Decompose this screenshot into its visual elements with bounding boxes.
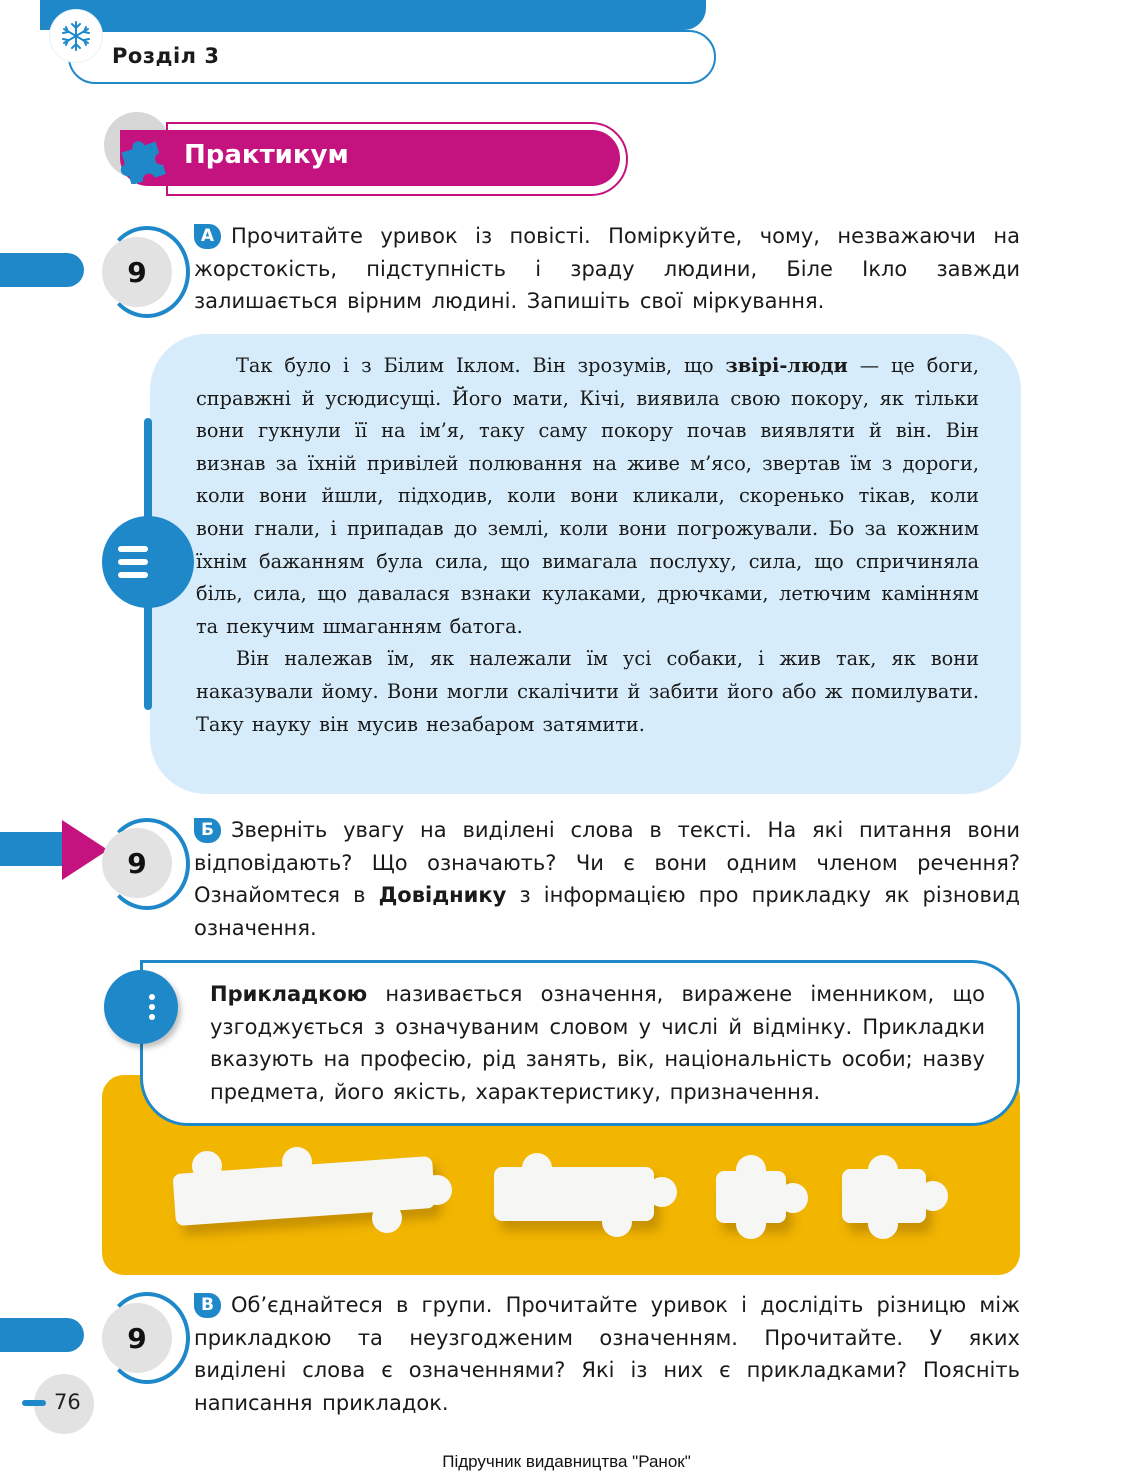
task-number-b: 9 (102, 828, 172, 898)
badge-b: Б (194, 818, 221, 843)
task-c-body: Об’єднайтеся в групи. Прочитайте уривок і дослідіть різницю між прикладкою та неузгодженим означенням. Прочитайте. У яких виділені слова є означеннями? Які із них є прикладками? Поясніть написання прикладок. (194, 1293, 1020, 1415)
task-b-text (194, 814, 1020, 944)
quote-paragraph-1 (196, 350, 979, 643)
list-icon (102, 516, 194, 608)
rule-text (210, 978, 985, 1108)
page-number: 76 (54, 1390, 81, 1414)
section-label: Розділ 3 (112, 44, 220, 68)
task-b-body-start: Зверніть увагу на виділені слова в тексті. На які питання вони відповідають? Що означають? Чи є вони одним членом речення? Ознайомтеся в (194, 818, 1020, 907)
left-tab-c (0, 1318, 84, 1352)
quote-paragraph-2: Він належав їм, як належали їм усі собаки, і жив так, як вони наказували йому. Вони могли скалічити й забити його або ж помилувати. Таку науку він мусив незабаром затямити. (196, 647, 979, 736)
task-b-body-end: з інформацією про прикладку як різновид означення. (194, 883, 1020, 940)
info-icon (104, 970, 178, 1044)
puzzle-icon (118, 132, 170, 188)
quote-p1-start: Так було і з Білим Іклом. Він зрозумів, що (236, 354, 726, 377)
task-a-text (194, 220, 1020, 318)
badge-c: В (194, 1293, 221, 1318)
badge-a: А (194, 224, 221, 249)
task-number-a: 9 (102, 237, 172, 307)
snowflake-icon (50, 10, 102, 62)
pink-arrow-marker (62, 820, 108, 880)
puzzle-piece (494, 1167, 654, 1221)
banner-title: Практикум (184, 140, 349, 170)
practicum-banner (104, 112, 634, 202)
quote-p1-end: — це боги, справжні й усюдисущі. Його мати, Кічі, виявила свою покору, як тільки вони гукнули її на ім’я, таку саму покору почав виявляти й він. Він визнав за їхній привілей полювання на живе м’ясо, звертав їм з дороги, коли вони йшли, підходив, коли вони кликали, скоренько тікав, коли вони гнали, і припадав до землі, коли вони погрожували. Бо за кожним їхнім бажанням була сила, що вимагала послуху, сила, що спричиняла біль, сила, що давалася взнаки кулаками, дрючками, летючим камінням та пекучим шмаганням батога. (196, 354, 979, 638)
page-number-dash (22, 1400, 46, 1406)
task-c-text (194, 1289, 1020, 1419)
rule-definition: називається означення, виражене іменником, що узгоджується з означуваним словом у числі й відмінку. Прикладки вказують на професію, рід занять, вік, національність особи; назву предмета, його якість, характеристику, призначення. (210, 982, 985, 1104)
task-number-c: 9 (102, 1303, 172, 1373)
reference-book-term: Довіднику (378, 883, 507, 907)
header-band (40, 0, 706, 30)
rule-term: Прикладкою (210, 982, 368, 1006)
task-a-body: Прочитайте уривок із повісті. Поміркуйте, чому, незважаючи на жорстокість, підступність і зраду людини, Біле Ікло завжди залишається вірним людині. Запишіть свої міркування. (194, 224, 1020, 313)
publisher-footer: Підручник видавництва "Ранок" (442, 1452, 691, 1471)
quote-text (196, 350, 979, 741)
quote-bold-term: звірі-люди (725, 354, 848, 377)
left-tab-a (0, 253, 84, 287)
